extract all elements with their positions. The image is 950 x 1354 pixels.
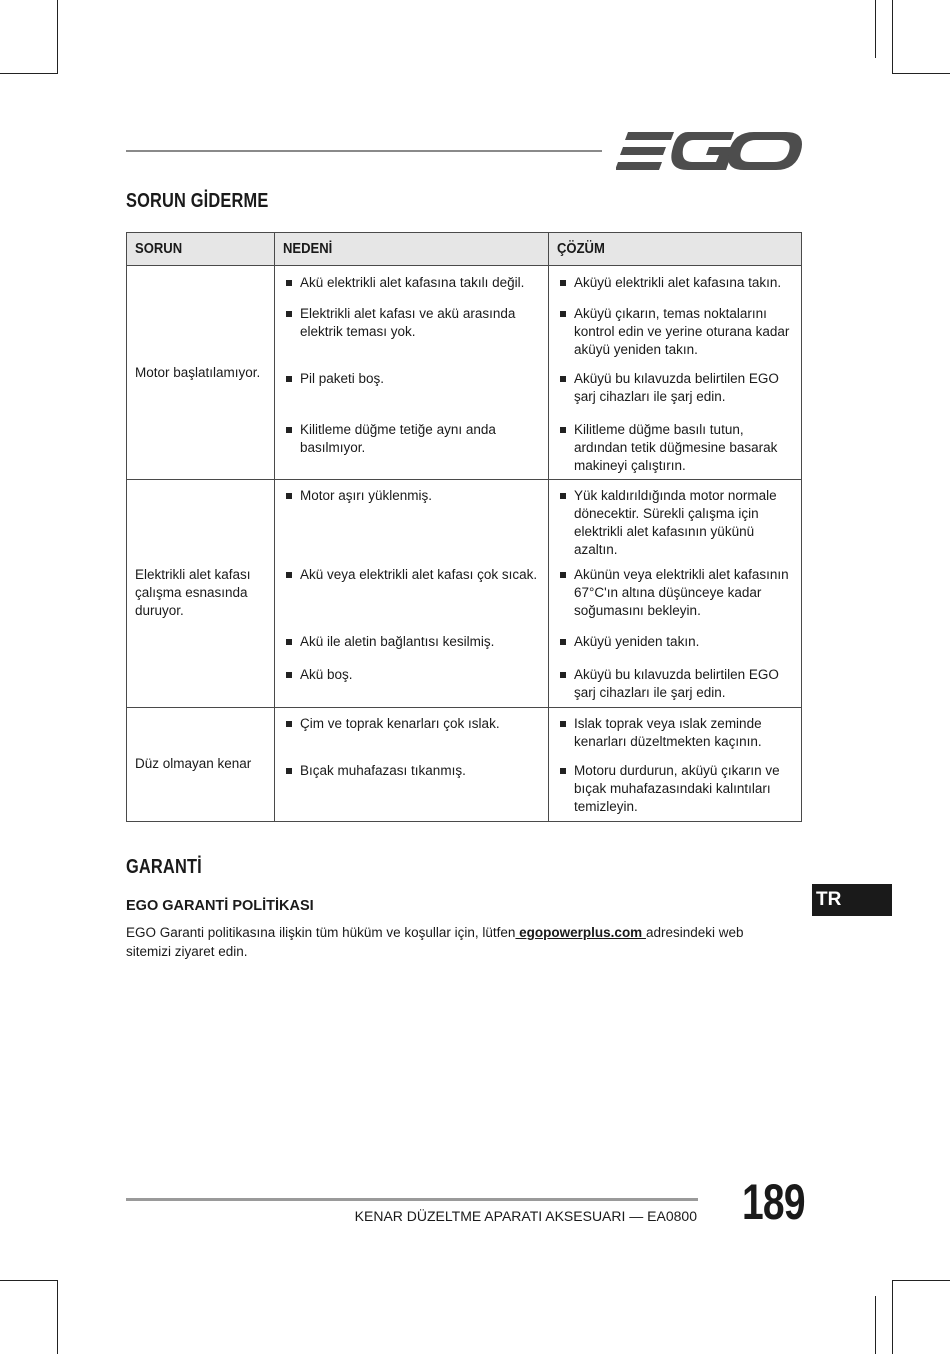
solution-cell	[549, 626, 802, 659]
solution-cell	[549, 755, 802, 821]
header-rule	[126, 150, 602, 152]
solution-cell	[549, 480, 802, 560]
column-header: SORUN	[127, 233, 275, 266]
problem-cell: Düz olmayan kenar	[127, 707, 275, 821]
solution-cell	[549, 363, 802, 414]
crop-mark	[892, 1280, 893, 1354]
crop-mark	[57, 1280, 58, 1354]
cause-cell	[275, 480, 549, 560]
crop-mark	[892, 73, 950, 74]
page-number: 189	[742, 1174, 805, 1230]
cause-cell	[275, 626, 549, 659]
solution-item: Yük kaldırıldığında motor normale dönecektir. Sürekli çalışma için elektrikli alet kafasının yükünü azaltın.	[557, 487, 793, 559]
solution-item: Aküyü bu kılavuzda belirtilen EGO şarj cihazları ile şarj edin.	[557, 370, 793, 406]
cause-cell	[275, 297, 549, 363]
cause-item: Pil paketi boş.	[283, 370, 540, 388]
cause-item: Akü ile aletin bağlantısı kesilmiş.	[283, 633, 540, 651]
cause-item: Çim ve toprak kenarları çok ıslak.	[283, 715, 540, 733]
warranty-text-before: EGO Garanti politikasına ilişkin tüm hüküm ve koşullar için, lütfen	[126, 925, 516, 940]
solution-cell	[549, 707, 802, 755]
warranty-website-link[interactable]: egopowerplus.com	[515, 925, 646, 940]
footer-text: KENAR DÜZELTME APARATI AKSESUARI — EA0800	[354, 1208, 697, 1224]
solution-cell	[549, 559, 802, 626]
table-row	[127, 707, 802, 755]
crop-mark	[892, 0, 893, 74]
cause-item: Elektrikli alet kafası ve akü arasında elektrik teması yok.	[283, 305, 540, 341]
cause-item: Akü veya elektrikli alet kafası çok sıcak.	[283, 566, 540, 584]
solution-cell	[549, 659, 802, 707]
cause-item: Kilitleme düğme tetiğe aynı anda basılmıyor.	[283, 421, 540, 457]
cause-cell	[275, 755, 549, 821]
warranty-subtitle: EGO GARANTİ POLİTİKASI	[126, 898, 314, 914]
solution-item: Motoru durdurun, aküyü çıkarın ve bıçak muhafazasındaki kalıntıları temizleyin.	[557, 762, 793, 816]
cause-cell	[275, 363, 549, 414]
cause-cell	[275, 707, 549, 755]
cause-cell	[275, 266, 549, 297]
cause-item: Bıçak muhafazası tıkanmış.	[283, 762, 540, 780]
table-row	[127, 266, 802, 297]
solution-item: Akünün veya elektrikli alet kafasının 67°C'ın altına düşünceye kadar soğumasını bekleyin.	[557, 566, 793, 620]
solution-item: Kilitleme düğme basılı tutun, ardından tetik düğmesine basarak makineyi çalıştırın.	[557, 421, 793, 475]
solution-cell	[549, 297, 802, 363]
crop-mark	[0, 73, 58, 74]
solution-item: Aküyü çıkarın, temas noktalarını kontrol edin ve yerine oturana kadar aküyü yeniden takın.	[557, 305, 793, 359]
section-title-troubleshooting: SORUN GİDERME	[126, 190, 269, 212]
column-header: ÇÖZÜM	[549, 233, 802, 266]
table-header-row	[127, 233, 802, 266]
warranty-text-after: adresindeki web sitemizi ziyaret edin.	[126, 925, 744, 959]
crop-mark	[57, 0, 58, 74]
solution-cell	[549, 414, 802, 480]
language-tab: TR	[812, 884, 892, 916]
solution-cell	[549, 266, 802, 297]
solution-item: Islak toprak veya ıslak zeminde kenarları düzeltmekten kaçının.	[557, 715, 793, 751]
cause-item: Motor aşırı yüklenmiş.	[283, 487, 540, 505]
footer-rule	[126, 1198, 698, 1201]
crop-mark	[892, 1280, 950, 1281]
section-title-warranty: GARANTİ	[126, 856, 202, 878]
solution-item: Aküyü bu kılavuzda belirtilen EGO şarj cihazları ile şarj edin.	[557, 666, 793, 702]
crop-mark	[0, 1280, 58, 1281]
warranty-paragraph	[126, 924, 791, 961]
crop-mark	[875, 1296, 876, 1354]
cause-item: Akü boş.	[283, 666, 540, 684]
crop-mark	[875, 0, 876, 58]
solution-item: Aküyü elektrikli alet kafasına takın.	[557, 274, 793, 292]
cause-cell	[275, 414, 549, 480]
cause-cell	[275, 559, 549, 626]
troubleshooting-table	[126, 232, 802, 822]
table-row	[127, 480, 802, 560]
problem-cell: Elektrikli alet kafası çalışma esnasında duruyor.	[127, 480, 275, 708]
cause-item: Akü elektrikli alet kafasına takılı değil.	[283, 274, 540, 292]
ego-logo	[616, 128, 802, 174]
cause-cell	[275, 659, 549, 707]
problem-cell: Motor başlatılamıyor.	[127, 266, 275, 480]
solution-item: Aküyü yeniden takın.	[557, 633, 793, 651]
column-header: NEDENİ	[275, 233, 549, 266]
